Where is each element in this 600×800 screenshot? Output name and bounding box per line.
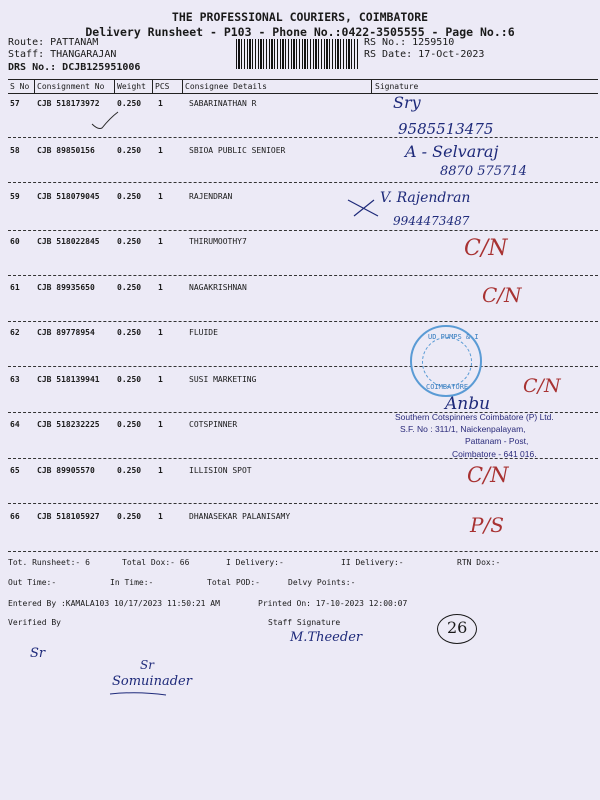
out-time: Out Time:-: [8, 578, 57, 587]
row-weight: 0.250: [117, 237, 142, 246]
row-sno: 66: [10, 512, 20, 521]
row-consignee: THIRUMOOTHY7: [189, 237, 247, 246]
row-consignee: NAGAKRISHNAN: [189, 283, 247, 292]
handwritten-signature: Anbu: [445, 394, 491, 414]
row-consignment: CJB 89935650: [37, 283, 95, 292]
delivery-points: Delvy Points:-: [288, 578, 356, 587]
row-pcs: 1: [158, 512, 163, 521]
cross-mark-icon: [344, 196, 384, 220]
row-weight: 0.250: [117, 328, 142, 337]
col-header-pcs: PCS: [155, 82, 170, 91]
row-weight: 0.250: [117, 420, 142, 429]
seal-line: Pattanam - Post,: [465, 436, 529, 446]
row-sno: 62: [10, 328, 20, 337]
row-separator: [8, 366, 598, 367]
column-divider: [114, 79, 115, 93]
in-time: In Time:-: [110, 578, 154, 587]
handwritten-phone: 9585513475: [398, 120, 494, 138]
row-sno: 63: [10, 375, 20, 384]
row-sno: 65: [10, 466, 20, 475]
route-label: Route: PATTANAM: [8, 37, 99, 48]
row-consignment: CJB 518022845: [37, 237, 100, 246]
row-separator: [8, 182, 598, 183]
handwritten-phone: 8870 575714: [440, 164, 527, 179]
column-divider: [34, 79, 35, 93]
row-consignee: SABARINATHAN R: [189, 99, 257, 108]
row-pcs: 1: [158, 146, 163, 155]
row-consignment: CJB 518232225: [37, 420, 100, 429]
row-weight: 0.250: [117, 146, 142, 155]
signature-underline: [108, 690, 168, 698]
row-pcs: 1: [158, 375, 163, 384]
ii-delivery: II Delivery:-: [341, 558, 404, 567]
handwritten-cn-mark: C/N: [464, 236, 508, 261]
circled-page-number: [437, 614, 477, 644]
handwritten-name: V. Rajendran: [380, 190, 471, 206]
row-weight: 0.250: [117, 192, 142, 201]
table-header-top-border: [8, 79, 598, 80]
printed-on: Printed On: 17-10-2023 12:00:07: [258, 599, 408, 608]
row-separator: [8, 230, 598, 231]
column-divider: [182, 79, 183, 93]
check-mark-icon: [90, 110, 120, 132]
verifier-handwritten-signature: Somuinader: [112, 674, 192, 689]
row-consignment: CJB 518139941: [37, 375, 100, 384]
table-header-bottom-border: [8, 93, 598, 94]
row-pcs: 1: [158, 420, 163, 429]
row-consignment: CJB 89905570: [37, 466, 95, 475]
row-sno: 57: [10, 99, 20, 108]
total-pod: Total POD:-: [207, 578, 260, 587]
col-header-sno: S No: [10, 82, 30, 91]
row-pcs: 1: [158, 237, 163, 246]
row-weight: 0.250: [117, 99, 142, 108]
rtn-dox: RTN Dox:-: [457, 558, 501, 567]
handwritten-phone: 9944473487: [393, 214, 470, 228]
document-title: THE PROFESSIONAL COURIERS, COIMBATORE: [171, 10, 429, 24]
row-consignment: CJB 518105927: [37, 512, 100, 521]
seal-line: Southern Cotspinners Coimbatore (P) Ltd.: [395, 412, 554, 422]
row-sno: 61: [10, 283, 20, 292]
handwritten-number: 26: [447, 618, 468, 637]
stamp-bottom-text: COIMBATORE: [426, 383, 469, 391]
col-header-consignee: Consignee Details: [185, 82, 267, 91]
total-dox: Total Dox:- 66: [122, 558, 190, 567]
seal-line: S.F. No : 311/1, Naickenpalayam,: [400, 424, 526, 434]
row-weight: 0.250: [117, 512, 142, 521]
rs-date: RS Date: 17-Oct-2023: [364, 49, 485, 60]
row-pcs: 1: [158, 192, 163, 201]
row-consignment: CJB 518173972: [37, 99, 100, 108]
stamp-inner-ring: [422, 337, 472, 387]
i-delivery: I Delivery:-: [226, 558, 284, 567]
row-pcs: 1: [158, 283, 163, 292]
row-consignee: SBIOA PUBLIC SENIOER: [189, 146, 286, 155]
row-weight: 0.250: [117, 375, 142, 384]
seal-line: Coimbatore - 641 016.: [452, 449, 537, 459]
row-consignee: DHANASEKAR PALANISAMY: [189, 512, 291, 521]
row-pcs: 1: [158, 99, 163, 108]
row-consignee: RAJENDRAN: [189, 192, 233, 201]
handwritten-ps-mark: P/S: [470, 513, 504, 537]
row-separator: [8, 321, 598, 322]
drs-number: DRS No.: DCJB125951006: [8, 62, 141, 73]
total-runsheet: Tot. Runsheet:- 6: [8, 558, 90, 567]
row-consignee: ILLISION SPOT: [189, 466, 252, 475]
row-weight: 0.250: [117, 466, 142, 475]
column-divider: [152, 79, 153, 93]
row-consignee: FLUIDE: [189, 328, 218, 337]
column-divider: [371, 79, 372, 93]
row-separator: [8, 137, 598, 138]
staff-label: Staff: THANGARAJAN: [8, 49, 117, 60]
row-separator: [8, 551, 598, 552]
row-sno: 64: [10, 420, 20, 429]
row-consignee: SUSI MARKETING: [189, 375, 257, 384]
verifier-handwritten-mark: Sr: [140, 658, 154, 672]
row-weight: 0.250: [117, 283, 142, 292]
document-subtitle: Delivery Runsheet - P103 - Phone No.:0422-3505555 - Page No.:6: [85, 25, 515, 39]
staff-signature-label: Staff Signature: [268, 618, 341, 627]
handwritten-name: A - Selvaraj: [405, 142, 499, 161]
handwritten-cn-mark: C/N: [482, 283, 522, 307]
row-pcs: 1: [158, 466, 163, 475]
handwritten-signature: Sry: [393, 93, 421, 112]
rs-number: RS No.: 1259510: [364, 37, 455, 48]
entered-by: Entered By :KAMALA103 10/17/2023 11:50:21 AM: [8, 599, 220, 608]
row-consignee: COTSPINNER: [189, 420, 238, 429]
row-sno: 59: [10, 192, 20, 201]
row-separator: [8, 503, 598, 504]
row-pcs: 1: [158, 328, 163, 337]
row-sno: 60: [10, 237, 20, 246]
verifier-handwritten-mark: Sr: [30, 646, 46, 661]
row-consignment: CJB 89850156: [37, 146, 95, 155]
handwritten-cn-mark: C/N: [523, 375, 561, 397]
stamp-top-text: UD PUMPS & I: [428, 333, 479, 341]
col-header-signature: Signature: [375, 82, 419, 91]
company-round-stamp: [410, 325, 482, 397]
col-header-consignment: Consignment No: [37, 82, 105, 91]
row-sno: 58: [10, 146, 20, 155]
barcode-image: [236, 39, 358, 69]
handwritten-cn-mark: C/N: [467, 463, 509, 487]
col-header-weight: Weight: [117, 82, 146, 91]
row-consignment: CJB 518079045: [37, 192, 100, 201]
staff-handwritten-signature: M.Theeder: [290, 630, 363, 645]
verified-by-label: Verified By: [8, 618, 61, 627]
row-consignment: CJB 89778954: [37, 328, 95, 337]
row-separator: [8, 275, 598, 276]
